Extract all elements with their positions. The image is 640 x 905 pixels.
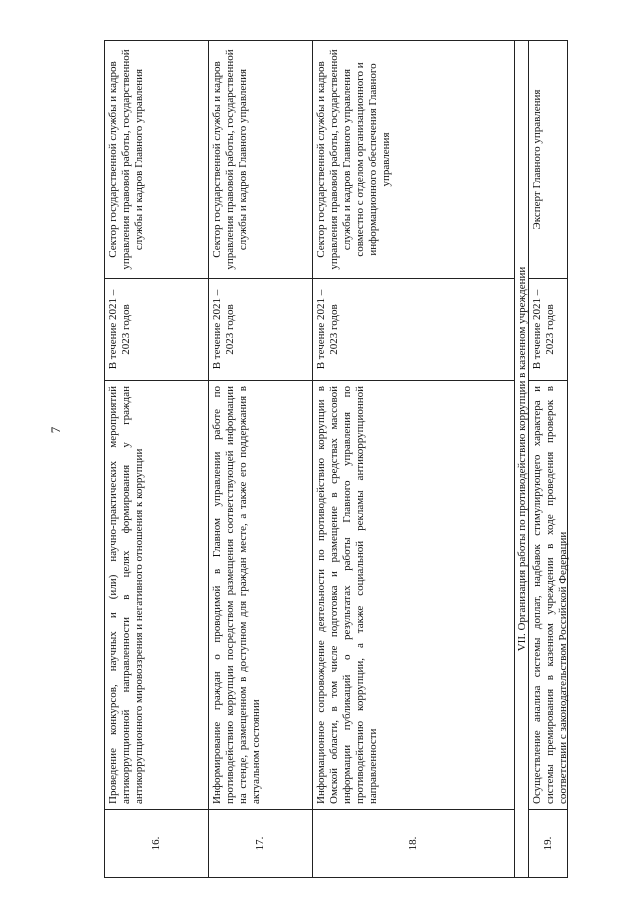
table-row — [105, 41, 209, 877]
deadline: В течение 2021 – 2023 годов — [313, 278, 514, 380]
table-row — [529, 41, 567, 877]
responsible-party: Эксперт Главного управления — [531, 89, 543, 230]
row-number: 19. — [529, 809, 567, 877]
deadline: В течение 2021 – 2023 годов — [105, 278, 208, 380]
section-heading-row — [515, 41, 529, 877]
responsible-party: Сектор государственной службы и кадров управления правовой работы, государственной службы и кадров Главного управления — [211, 49, 249, 270]
responsible-party: Сектор государственной службы и кадров управления правовой работы, государственной службы и кадров Главного управления совместно с отделом организационного и информационного обеспечения Главного управления — [315, 49, 392, 270]
responsible-party: Сектор государственной службы и кадров управления правовой работы, государственной службы и кадров Главного управления — [107, 49, 145, 270]
rotated-table-content — [105, 41, 567, 877]
row-number: 18. — [313, 809, 514, 877]
table-row — [209, 41, 313, 877]
measure-description: Информирование граждан о проводимой в Главном управлении работе по противодействию коррупции посредством размещения соответствующей информации на стенде, размещенном в доступном для граждан месте, а также его поддержания в актуальном состоянии — [209, 380, 312, 809]
section-title: VII. Организация работы по противодействию коррупции в казенном учреждении — [516, 266, 528, 652]
table-row — [313, 41, 515, 877]
row-number: 16. — [105, 809, 208, 877]
row-number: 17. — [209, 809, 312, 877]
measure-description: Осуществление анализа системы доплат, надбавок стимулирующего характера и системы премирования в казенном учреждении в ходе проведения проверок в соответствии с законодательством Российской Федерации — [529, 380, 567, 809]
deadline: В течение 2021 – 2023 годов — [529, 278, 567, 380]
measure-description: Проведение конкурсов, научных и (или) научно-практических мероприятий антикоррупционной направленности в целях формирования у граждан антикоррупционного мировоззрения и негативного отношения к коррупции — [105, 380, 208, 809]
page-number: 7 — [48, 426, 63, 434]
measures-table — [104, 40, 568, 878]
deadline: В течение 2021 – 2023 годов — [209, 278, 312, 380]
measure-description: Информационное сопровождение деятельности по противодействию коррупции в Омской области, в том числе подготовка и размещение в средствах массовой информации публикаций о результатах работы Главного управления по противодействию коррупции, а также социальной рекламы антикоррупционной направленности — [313, 380, 514, 809]
